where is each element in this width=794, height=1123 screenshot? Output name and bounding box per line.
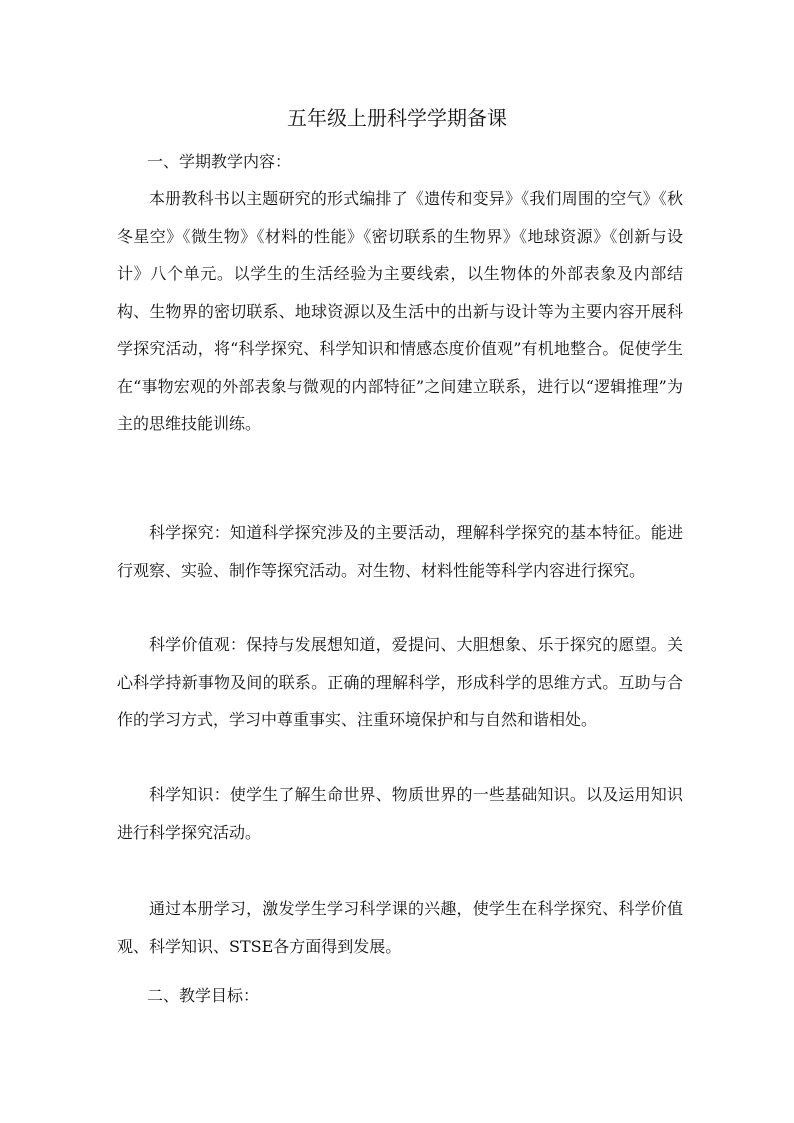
paragraph-science-knowledge: 科学知识：使学生了解生命世界、物质世界的一些基础知识。以及运用知识进行科学探究活动。 [117,785,683,842]
paragraph-science-inquiry: 科学探究：知道科学探究涉及的主要活动，理解科学探究的基本特征。能进行观察、实验、制作等探究活动。对生物、材料性能等科学内容进行探究。 [117,523,683,580]
paragraph-intro: 本册教科书以主题研究的形式编排了《遗传和变异》《我们周围的空气》《秋冬星空》《微生物》《材料的性能》《密切联系的生物界》《地球资源》《创新与设计》八个单元。以学生的生活经验为主要线索，以生物体的外部表象及内部结构、生物界的密切联系、地球资源以及生活中的出新与设计等为主要内容开展科学探究活动，将“科学探究、科学知识和情感态度价值观”有机地整合。促使学生在“事物宏观的外部表象与微观的内部特征”之间建立联系，进行以“逻辑推理”为主的思维技能训练。 [117,189,683,433]
page-title: 五年级上册科学学期备课 [287,106,507,130]
paragraph-science-values: 科学价值观：保持与发展想知道，爱提问、大胆想象、乐于探究的愿望。关心科学持新事物及间的联系。正确的理解科学，形成科学的思维方式。互助与合作的学习方式，学习中尊重事实、注重环境保护和与自然和谐相处。 [117,635,683,729]
section-heading-content: 一、学期教学内容： [147,152,292,171]
section-heading-goals: 二、教学目标： [147,986,260,1005]
paragraph-summary: 通过本册学习，激发学生学习科学课的兴趣，使学生在科学探究、科学价值观、科学知识、STSE各方面得到发展。 [117,899,683,956]
